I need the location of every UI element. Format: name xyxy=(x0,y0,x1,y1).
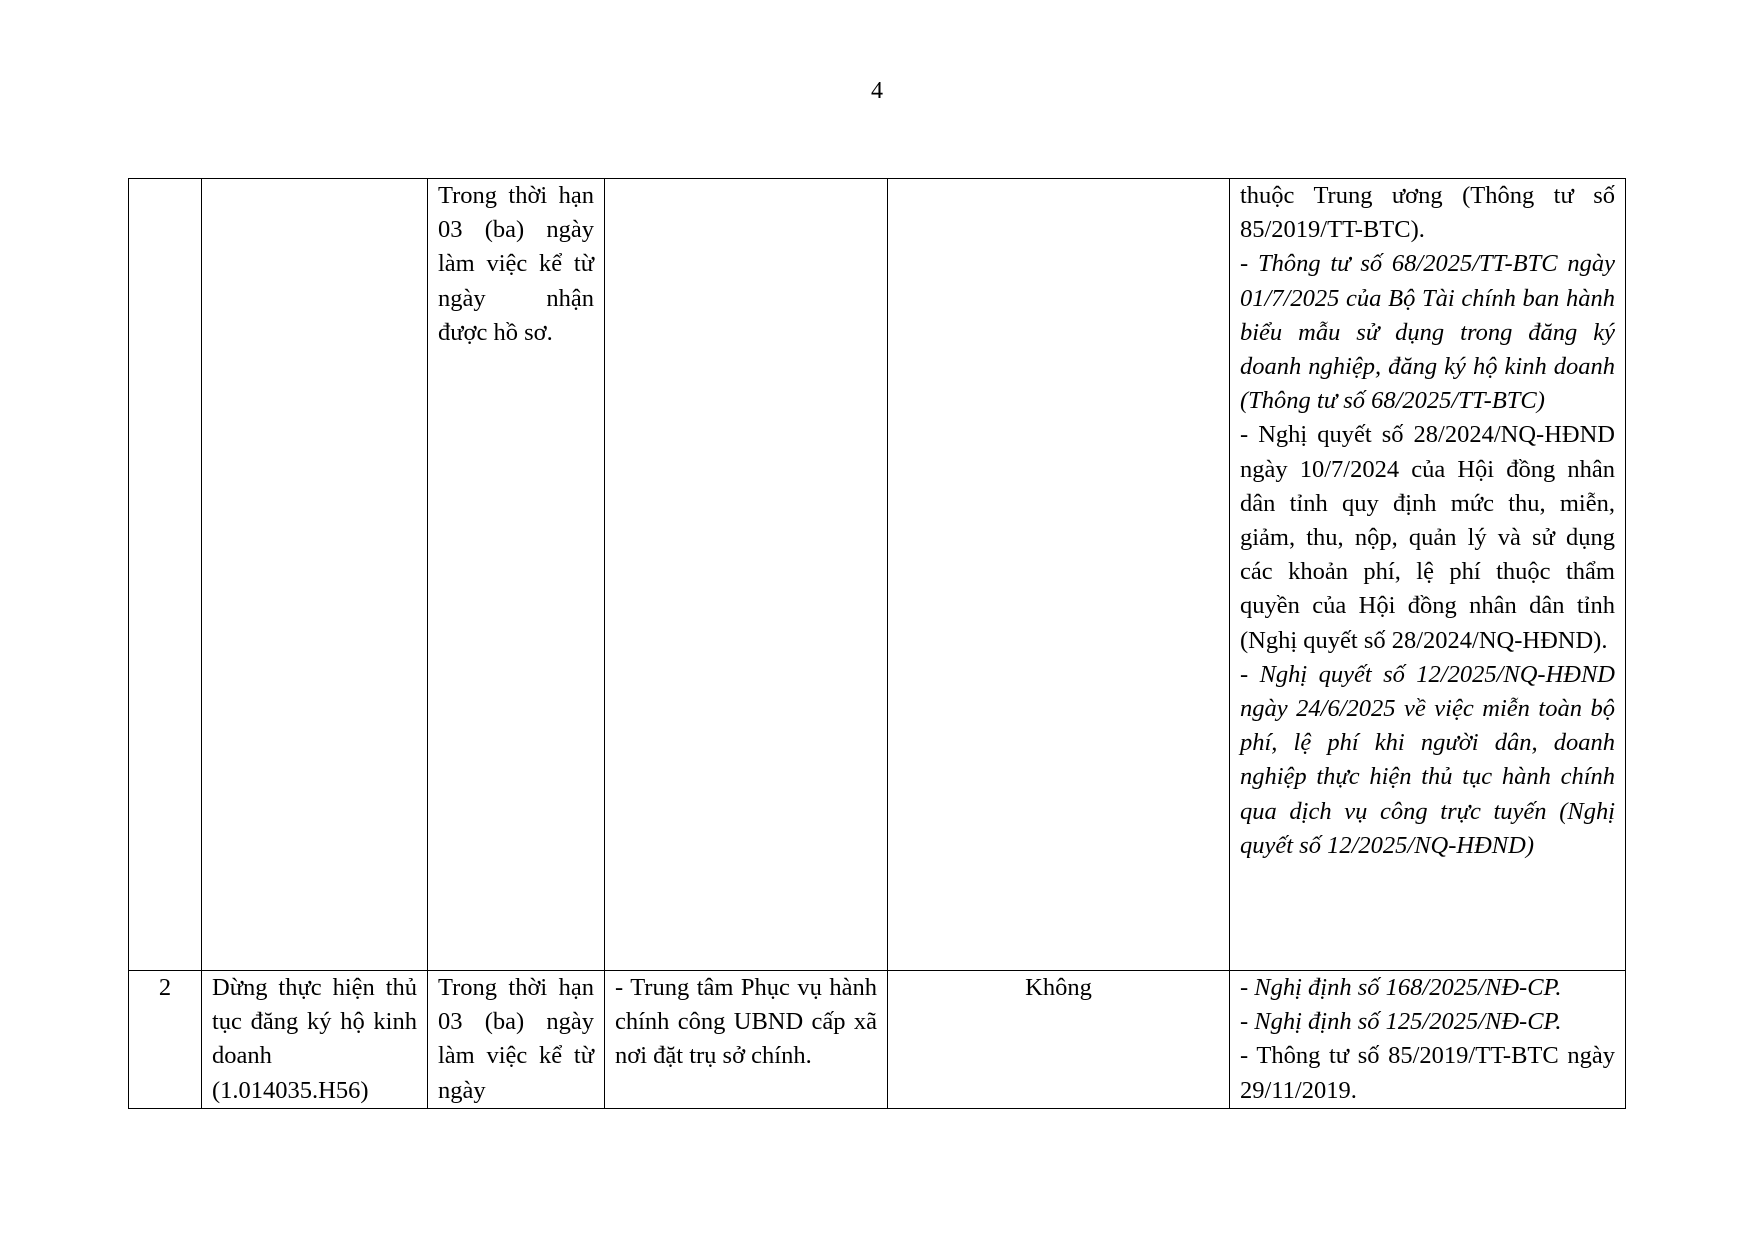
cell-fee: Không xyxy=(888,971,1230,1109)
cell-procedure-name xyxy=(202,179,428,971)
legal-basis-item: - Thông tư số 68/2025/TT-BTC ngày 01/7/2025 của Bộ Tài chính ban hành biểu mẫu sử dụng trong đăng ký doanh nghiệp, đăng ký hộ kinh doanh (Thông tư số 68/2025/TT-BTC) xyxy=(1240,250,1615,415)
legal-basis-item: - Thông tư số 85/2019/TT-BTC ngày 29/11/2019. xyxy=(1240,1042,1615,1104)
legal-basis-item: - Nghị quyết số 12/2025/NQ-HĐND ngày 24/6/2025 về việc miễn toàn bộ phí, lệ phí khi người dân, doanh nghiệp thực hiện thủ tục hành chính qua dịch vụ công trực tuyến (Nghị quyết số 12/2025/NQ-HĐND) xyxy=(1240,660,1615,859)
cell-stt: 2 xyxy=(129,971,202,1109)
cell-processing-time: Trong thời hạn 03 (ba) ngày làm việc kể từ ngày xyxy=(428,971,605,1109)
legal-basis-item: - Nghị quyết số 28/2024/NQ-HĐND ngày 10/7/2024 của Hội đồng nhân dân tỉnh quy định mức thu, miễn, giảm, thu, nộp, quản lý và sử dụng các khoản phí, lệ phí thuộc thẩm quyền của Hội đồng nhân dân tỉnh (Nghị quyết số 28/2024/NQ-HĐND). xyxy=(1240,421,1615,654)
cell-processing-time: Trong thời hạn 03 (ba) ngày làm việc kể từ ngày nhận được hồ sơ. xyxy=(428,179,605,971)
table-row xyxy=(129,971,1626,1109)
cell-implementation-place xyxy=(605,179,888,971)
table-row xyxy=(129,179,1626,971)
cell-fee xyxy=(888,179,1230,971)
cell-stt xyxy=(129,179,202,971)
page-number: 4 xyxy=(871,78,883,104)
cell-legal-basis xyxy=(1230,179,1626,971)
cell-legal-basis xyxy=(1230,971,1626,1109)
legal-basis-item: - Nghị định số 125/2025/NĐ-CP. xyxy=(1240,1008,1562,1036)
legal-basis-item: - Nghị định số 168/2025/NĐ-CP. xyxy=(1240,974,1562,1001)
legal-basis-item: thuộc Trung ương (Thông tư số 85/2019/TT-BTC). xyxy=(1240,182,1615,244)
procedure-table xyxy=(128,178,1626,1109)
cell-implementation-place: - Trung tâm Phục vụ hành chính công UBND cấp xã nơi đặt trụ sở chính. xyxy=(605,971,888,1109)
cell-procedure-name: Dừng thực hiện thủ tục đăng ký hộ kinh doanh (1.014035.H56) xyxy=(202,971,428,1109)
